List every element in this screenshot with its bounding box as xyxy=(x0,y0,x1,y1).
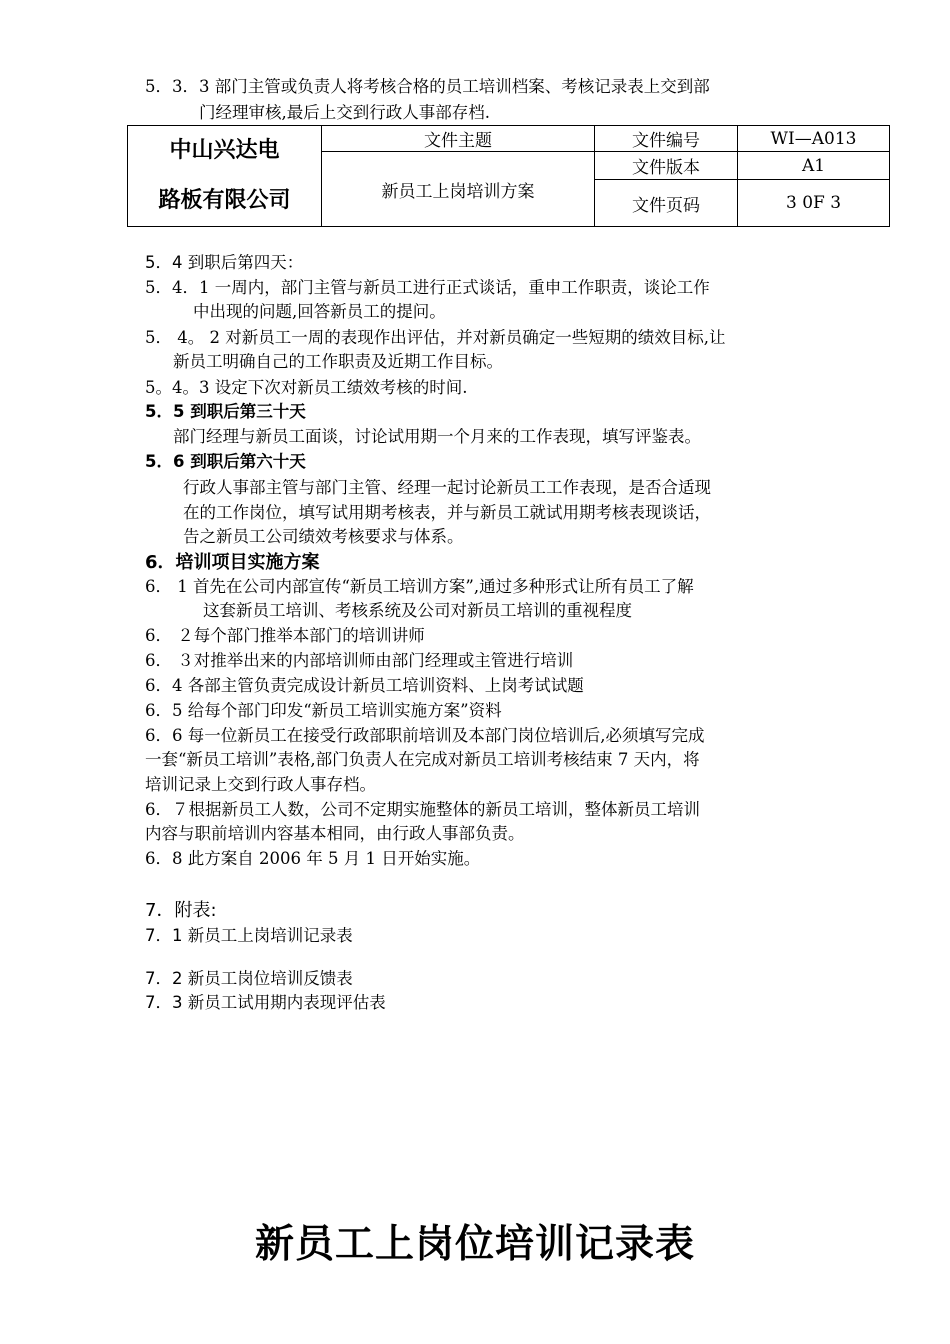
item-5-6-line-2: 在的工作岗位，填写试用期考核表，并与新员工就试用期考核表现谈话， xyxy=(183,503,711,522)
intro-line-1: 5．3．3 部门主管或负责人将考核合格的员工培训档案、考核记录表上交到部 xyxy=(145,77,710,96)
item-5-4-3: 5。4。3 设定下次对新员工绩效考核的时间. xyxy=(145,378,468,397)
subject-value: 新员工上岗培训方案 xyxy=(322,152,595,227)
section-5-4-heading: 5．4 到职后第四天： xyxy=(145,253,304,272)
company-name-cell xyxy=(128,126,322,227)
doc-version-value: A1 xyxy=(738,152,890,180)
item-5-5-text: 部门经理与新员工面谈，讨论试用期一个月来的工作表现，填写评鉴表。 xyxy=(173,427,701,446)
appendix-7-3: 7．3 新员工试用期内表现评估表 xyxy=(145,993,386,1012)
subject-label: 文件主题 xyxy=(322,126,595,152)
section-6-heading: 6．培训项目实施方案 xyxy=(145,552,320,573)
appendix-7-2: 7．2 新员工岗位培训反馈表 xyxy=(145,969,353,988)
item-5-6-line-1: 行政人事部主管与部门主管、经理一起讨论新员工工作表现，是否合适现 xyxy=(183,478,711,497)
section-5-6-heading: 5．6 到职后第六十天 xyxy=(145,452,306,471)
item-6-5: 6．5 给每个部门印发“新员工培训实施方案”资料 xyxy=(145,701,502,720)
document-header-table xyxy=(127,125,890,227)
doc-page-label: 文件页码 xyxy=(595,180,738,227)
next-page-title: 新员工上岗位培训记录表 xyxy=(254,1222,695,1267)
doc-number-label: 文件编号 xyxy=(595,126,738,152)
item-6-4: 6．4 各部主管负责完成设计新员工培训资料、上岗考试试题 xyxy=(145,676,584,695)
item-6-3: 6． ３对推举出来的内部培训师由部门经理或主管进行培训 xyxy=(145,651,574,670)
item-5-4-1-line-2: 中出现的问题,回答新员工的提问。 xyxy=(193,302,446,321)
doc-number-value: WI—A013 xyxy=(738,126,890,152)
item-5-4-2-line-1: 5． 4。 2 对新员工一周的表现作出评估，并对新员确定一些短期的绩效目标,让 xyxy=(145,328,726,347)
item-6-2: 6． ２每个部门推举本部门的培训讲师 xyxy=(145,626,425,645)
item-6-6-line-1: 6．6 每一位新员工在接受行政部职前培训及本部门岗位培训后,必须填写完成 xyxy=(145,726,705,745)
item-6-1-line-1: 6． 1 首先在公司内部宣传“新员工培训方案”,通过多种形式让所有员工了解 xyxy=(145,577,694,596)
item-5-6-line-3: 告之新员工公司绩效考核要求与体系。 xyxy=(183,527,464,546)
item-6-8: 6．8 此方案自 2006 年 5 月 1 日开始实施。 xyxy=(145,849,481,868)
doc-page-value: 3 0F 3 xyxy=(738,180,890,227)
item-6-6-line-3: 培训记录上交到行政人事存档。 xyxy=(145,775,376,794)
item-6-6-line-2: 一套“新员工培训”表格,部门负责人在完成对新员工培训考核结束 7 天内，将 xyxy=(145,750,700,769)
appendix-7-1: 7．1 新员工上岗培训记录表 xyxy=(145,926,353,945)
item-5-4-2-line-2: 新员工明确自己的工作职责及近期工作目标。 xyxy=(173,352,503,371)
item-6-7-line-1: 6．７根据新员工人数，公司不定期实施整体的新员工培训，整体新员工培训 xyxy=(145,800,700,819)
company-name-line-1: 中山兴达电 xyxy=(169,138,280,163)
item-5-4-1-line-1: 5．4．1 一周内，部门主管与新员工进行正式谈话，重申工作职责，谈论工作 xyxy=(145,278,710,297)
section-5-5-heading: 5．5 到职后第三十天 xyxy=(145,402,306,421)
intro-line-2: 门经理审核,最后上交到行政人事部存档. xyxy=(199,103,490,122)
item-6-7-line-2: 内容与职前培训内容基本相同，由行政人事部负责。 xyxy=(145,824,525,843)
company-name-line-2: 路板有限公司 xyxy=(158,188,291,213)
doc-version-label: 文件版本 xyxy=(595,152,738,180)
section-7-heading: 7．附表: xyxy=(145,900,217,921)
item-6-1-line-2: 这套新员工培训、考核系统及公司对新员工培训的重视程度 xyxy=(203,601,632,620)
